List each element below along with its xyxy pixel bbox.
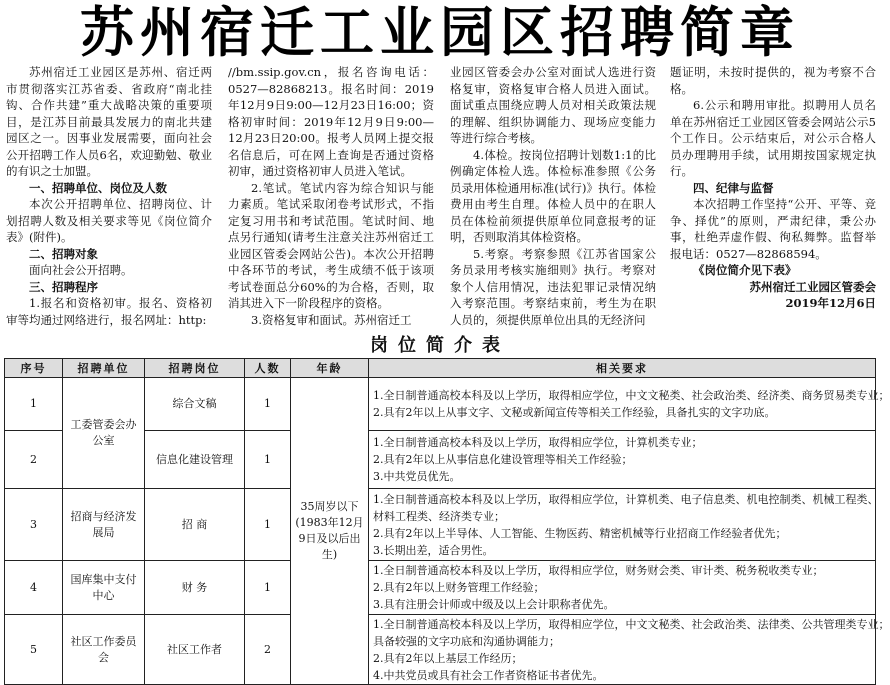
- section-heading-4: 四、纪律与监督: [693, 180, 774, 195]
- cell-post: 财 务: [145, 561, 245, 615]
- cell-no: 1: [5, 378, 63, 431]
- cell-no: 2: [5, 431, 63, 489]
- article-column-4: [670, 64, 876, 336]
- header-age: 年龄: [291, 359, 369, 378]
- article-column-3: [450, 64, 656, 336]
- requirement-line: 1.全日制普通高校本科及以上学历，取得相应学位，中文文秘类、社会政治类、经济类、商务贸易类专业；: [373, 389, 890, 402]
- paragraph: 题证明，未按时提供的，视为考察不合格。: [670, 65, 876, 96]
- paragraph: 业园区管委会办公室对面试人选进行资格复审，资格复审合格人员进入面试。面试重点围绕应聘人员对相关政策法规的理解、组织协调能力、现场应变能力等进行综合考核。: [450, 65, 656, 145]
- paragraph: 本次招聘工作坚持“公开、平等、竞争、择优”的原则，严肃纪律，秉公办事，杜绝弄虚作假、徇私舞弊。监督举报电话：0527—82868594。: [670, 197, 876, 261]
- header-post: 招聘岗位: [145, 359, 245, 378]
- cell-unit: 社区工作委员会: [63, 615, 145, 685]
- cell-post: 社区工作者: [145, 615, 245, 685]
- requirement-line: 2.具有2年以上财务管理工作经验；: [373, 581, 545, 594]
- table-row: [5, 489, 876, 561]
- requirement-line: 1.全日制普通高校本科及以上学历，取得相应学位，计算机类专业；: [373, 436, 703, 449]
- requirement-line: 材料工程类、经济类专业；: [373, 509, 505, 523]
- article-column-1: [6, 64, 212, 336]
- cell-requirements: [369, 615, 890, 685]
- header-requirements: 相关要求: [369, 359, 876, 378]
- article-body: [6, 64, 874, 336]
- section-heading-2: 二、招聘对象: [29, 246, 98, 261]
- intro-paragraph: 苏州宿迁工业园区是苏州、宿迁两市贯彻落实江苏省委、省政府“南北挂钩、合作共建”重大战略决策的重要项目，是江苏目前最具发展力的南北共建园区之一。因事业发展需要，面向社会公开招聘工作人员6名，欢迎勤勉、敬业的有识之士加盟。: [6, 65, 212, 178]
- cell-count: 1: [245, 561, 291, 615]
- issue-date: 2019年12月6日: [785, 296, 876, 310]
- paragraph: 6.公示和聘用审批。拟聘用人员名单在苏州宿迁工业园区管委会网站公示5个工作日。公示结束后，对公示合格人员办理聘用手续，试用期按国家规定执行。: [670, 98, 876, 178]
- cell-unit: 招商与经济发展局: [63, 489, 145, 561]
- cell-post: 招 商: [145, 489, 245, 561]
- requirement-line: 2.具有2年以上从事信息化建设管理等相关工作经验；: [373, 453, 633, 466]
- table-header-row: [5, 359, 876, 378]
- cell-no: 4: [5, 561, 63, 615]
- page-title: 苏州宿迁工业园区招聘简章: [80, 1, 800, 64]
- paragraph: 3.资格复审和面试。苏州宿迁工: [251, 312, 412, 327]
- requirement-line: 2.具有2年以上从事文字、文秘或新闻宣传等相关工作经验，具备扎实的文字功底。: [373, 406, 776, 419]
- paragraph: 5.考察。考察参照《江苏省国家公务员录用考核实施细则》执行。考察对象个人信用情况，违法犯罪记录情况纳入考察范围。考察结束前，考生为在职人员的，须提供原单位出具的无经济问: [450, 246, 656, 327]
- table-note: 《岗位简介见下表》: [693, 263, 797, 277]
- paragraph: //bm.ssip.gov.cn，报名咨询电话：0527—82868213。报名时间：2019年12月9日9:00—12月23日16:00；资格初审时间：2019年12月9日9:00—12月23日20:00。报考人员网上提交报名信息后，可在网上查询是否通过资格初审，通过资格初审人员进入笔试。: [228, 65, 434, 178]
- paragraph: 4.体检。按岗位招聘计划数1:1的比例确定体检人选。体检标准参照《公务员录用体检通用标准(试行)》执行。体检费用由考生自理。体检人员中的在职人员在体检前须提供原单位同意报考的证明，否则取消其体检资格。: [450, 147, 656, 244]
- paragraph: 本次公开招聘单位、招聘岗位、计划招聘人数及相关要求等见《岗位简介表》(附件)。: [6, 197, 212, 244]
- header-count: 人数: [245, 359, 291, 378]
- cell-age: 35周岁以下(1983年12月9日及以后出生): [291, 378, 369, 685]
- table-row: [5, 615, 876, 685]
- requirement-line: 1.全日制普通高校本科及以上学历，取得相应学位，财务财会类、审计类、税务税收类专业；: [373, 564, 824, 577]
- cell-count: 1: [245, 431, 291, 489]
- paragraph: 1.报名和资格初审。报名、资格初审等均通过网络进行，报名网址：http:: [6, 296, 212, 327]
- table-row: [5, 561, 876, 615]
- job-table: [4, 358, 890, 685]
- cell-post: 信息化建设管理: [145, 431, 245, 489]
- table-row: [5, 378, 876, 431]
- table-title: 岗位简介表: [370, 335, 510, 356]
- paragraph: 2.笔试。笔试内容为综合知识与能力素质。笔试采取闭卷考试形式，不指定复习用书和考试范围。笔试时间、地点另行通知(请考生注意关注苏州宿迁工业园区管委会网站公告)。本次公开招聘中各环节的考试，考生成绩不低于该项考试卷面总分60%的为合格，否则，取消其进入下一阶段程序的资格。: [228, 180, 434, 310]
- requirement-line: 3.中共党员优先。: [373, 470, 461, 483]
- cell-count: 2: [245, 615, 291, 685]
- cell-requirements: [369, 378, 890, 431]
- section-heading-1: 一、招聘单位、岗位及人数: [29, 180, 167, 195]
- requirement-line: 1.全日制普通高校本科及以上学历，取得相应学位，计算机类、电子信息类、机电控制类、机械工程类、: [373, 492, 879, 506]
- header-unit: 招聘单位: [63, 359, 145, 378]
- paragraph: 面向社会公开招聘。: [29, 263, 133, 277]
- cell-requirements: [369, 561, 876, 615]
- cell-count: 1: [245, 378, 291, 431]
- requirement-line: 3.具有注册会计师或中级及以上会计职称者优先。: [373, 598, 615, 611]
- requirement-line: 3.长期出差，适合男性。: [373, 543, 494, 557]
- cell-unit: 工委管委会办公室: [63, 378, 145, 489]
- cell-no: 3: [5, 489, 63, 561]
- cell-count: 1: [245, 489, 291, 561]
- cell-requirements: [369, 489, 879, 561]
- requirement-line: 2.具有2年以上基层工作经历；: [373, 651, 523, 665]
- cell-post: 综合文稿: [145, 378, 245, 431]
- requirement-line: 4.中共党员或具有社会工作者资格证书者优先。: [373, 668, 604, 682]
- cell-no: 5: [5, 615, 63, 685]
- header-no: 序号: [5, 359, 63, 378]
- cell-unit: 国库集中支付中心: [63, 561, 145, 615]
- requirement-line: 1.全日制普通高校本科及以上学历，取得相应学位，中文文秘类、社会政治类、法律类、公共管理类专业；: [373, 617, 890, 631]
- section-heading-3: 三、招聘程序: [29, 279, 98, 294]
- cell-requirements: [369, 431, 876, 489]
- requirement-line: 2.具有2年以上半导体、人工智能、生物医药、精密机械等行业招商工作经验者优先；: [373, 526, 787, 540]
- requirement-line: 具备较强的文字功底和沟通协调能力；: [373, 634, 560, 648]
- article-column-2: [228, 64, 434, 336]
- issuing-organization: 苏州宿迁工业园区管委会: [749, 279, 876, 294]
